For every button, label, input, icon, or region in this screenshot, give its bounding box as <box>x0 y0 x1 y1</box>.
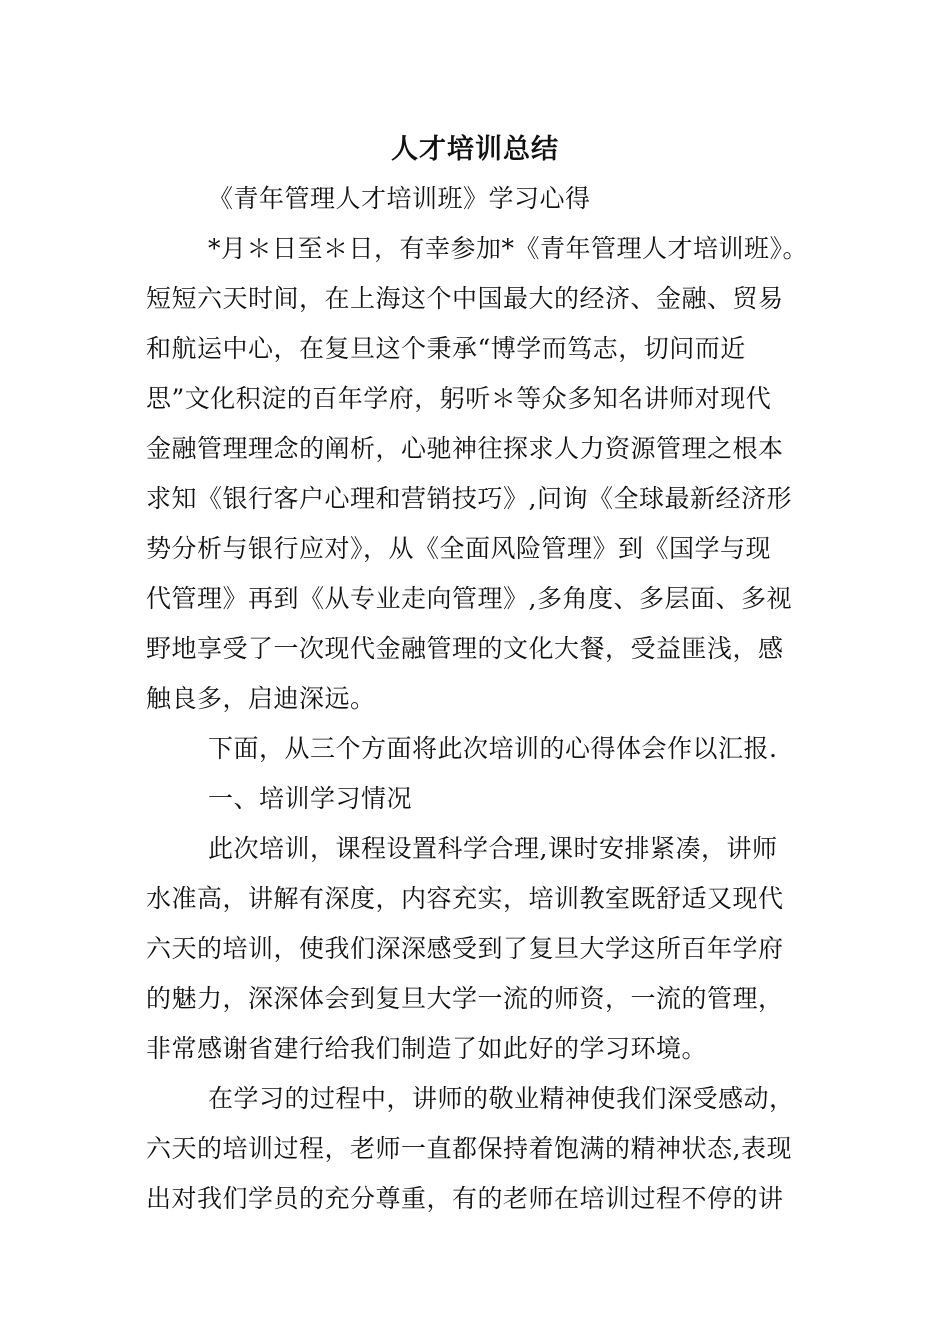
paragraph-line: 代管理》再到《从专业走向管理》,多角度、多层面、多视 <box>146 584 792 613</box>
document-title: 人才培训总结 <box>391 134 559 165</box>
paragraph-line: 此次培训，课程设置科学合理,课时安排紧凑，讲师 <box>208 834 778 863</box>
paragraph-line: 下面，从三个方面将此次培训的心得体会作以汇报. <box>208 734 778 763</box>
paragraph-line: 野地享受了一次现代金融管理的文化大餐，受益匪浅，感 <box>146 634 784 663</box>
paragraph-line: 短短六天时间，在上海这个中国最大的经济、金融、贸易 <box>146 284 784 313</box>
paragraph-line: 非常感谢省建行给我们制造了如此好的学习环境。 <box>146 1034 708 1063</box>
paragraph-line: 触良多，启迪深远。 <box>146 684 376 713</box>
paragraph-line: 的魅力，深深体会到复旦大学一流的师资，一流的管理， <box>146 984 784 1013</box>
paragraph-line: 在学习的过程中，讲师的敬业精神使我们深受感动， <box>208 1084 795 1113</box>
paragraph-line: 六天的培训过程，老师一直都保持着饱满的精神状态,表现 <box>146 1134 792 1163</box>
paragraph-line: 金融管理理念的阐析，心驰神往探求人力资源管理之根本 <box>146 434 784 463</box>
paragraph-line: 出对我们学员的充分尊重，有的老师在培训过程不停的讲 <box>146 1184 784 1213</box>
paragraph-line: *月＊日至＊日，有幸参加*《青年管理人才培训班》。 <box>208 234 809 263</box>
paragraph-line: 思”文化积淀的百年学府，躬听＊等众多知名讲师对现代 <box>146 384 772 413</box>
paragraph-line: 势分析与银行应对》，从《全面风险管理》到《国学与现 <box>146 534 772 563</box>
paragraph-line: 水准高，讲解有深度，内容充实，培训教室既舒适又现代 <box>146 884 784 913</box>
paragraph-line: 求知《银行客户心理和营销技巧》,问询《全球最新经济形 <box>146 484 792 513</box>
subtitle-line: 《青年管理人才培训班》学习心得 <box>208 184 591 213</box>
paragraph-line: 六天的培训，使我们深深感受到了复旦大学这所百年学府 <box>146 934 784 963</box>
section-heading: 一、培训学习情况 <box>208 784 413 813</box>
paragraph-line: 和航运中心，在复旦这个秉承“博学而笃志，切问而近 <box>146 334 746 363</box>
